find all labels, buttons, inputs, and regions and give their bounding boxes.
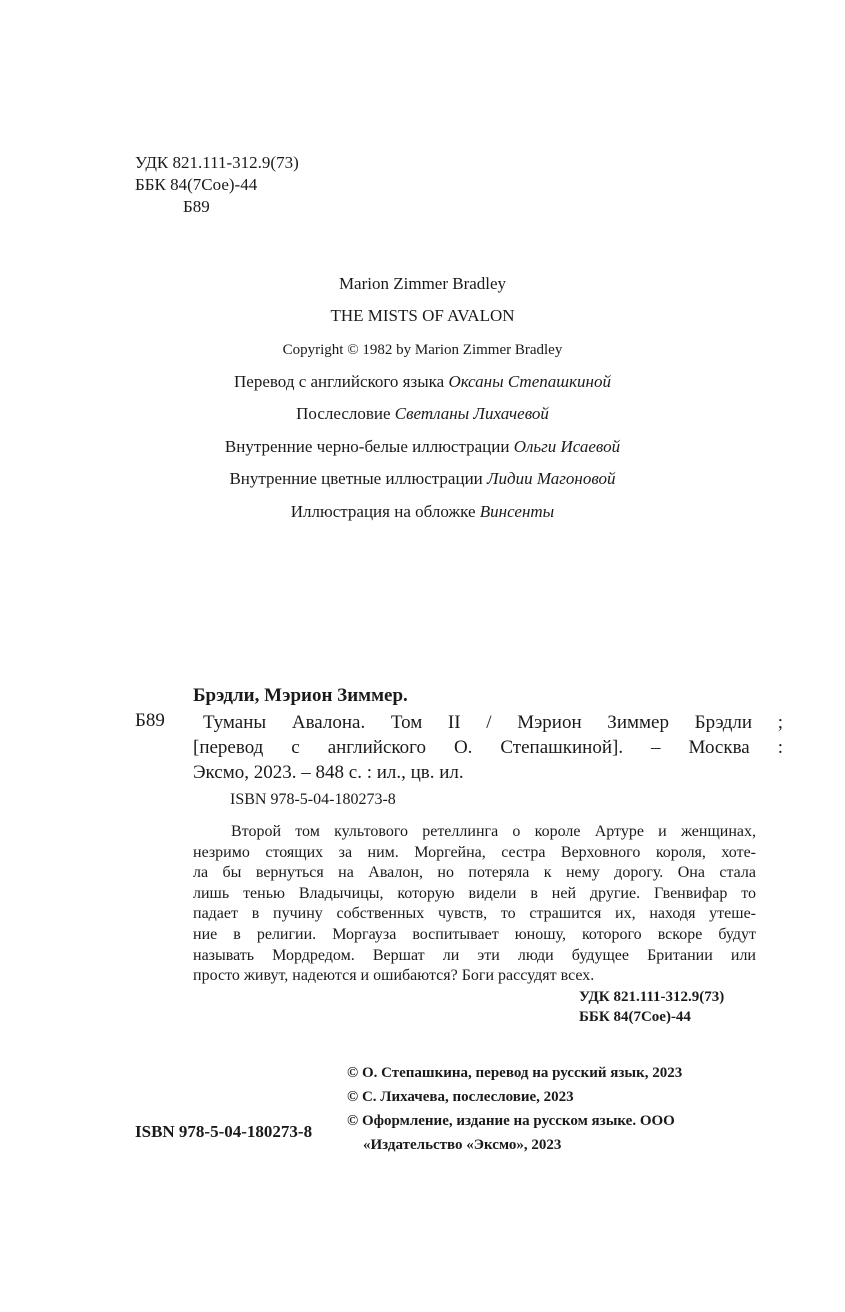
cover-artist: Винсенты xyxy=(479,502,555,521)
card-line-2: [перевод с английского О. Степашкиной]. – Москва : xyxy=(193,737,783,758)
cover-credit xyxy=(0,502,845,522)
card-code: Б89 xyxy=(135,710,165,731)
annotation-line: называть Мордредом. Вершат ли эти люди будущее Британии или xyxy=(193,946,756,964)
bottom-classification-codes xyxy=(579,987,724,1027)
color-illustrations-label: Внутренние цветные иллюстрации xyxy=(229,469,483,488)
bw-illustrator: Ольги Исаевой xyxy=(513,437,621,456)
annotation-line: просто живут, надеются и ошибаются? Боги рассудят всех. xyxy=(193,967,595,985)
translation-credit xyxy=(0,372,845,392)
copyright-notice: «Издательство «Эксмо», 2023 xyxy=(363,1137,562,1153)
afterword-author: Светланы Лихачевой xyxy=(394,404,549,423)
bw-illustrations-label: Внутренние черно-белые иллюстрации xyxy=(224,437,510,456)
color-illustrations-credit xyxy=(0,469,845,489)
copyright-notice: © О. Степашкина, перевод на русский язык, 2023 xyxy=(347,1065,683,1081)
isbn-bottom: ISBN 978-5-04-180273-8 xyxy=(135,1122,313,1141)
bottom-udk-code: УДК 821.111-312.9(73) xyxy=(579,989,725,1005)
card-line-1: Туманы Авалона. Том II / Мэрион Зиммер Брэдли ; xyxy=(203,712,783,733)
annotation-line: незримо стоящих за ним. Моргейна, сестра Верховного короля, хоте- xyxy=(193,843,756,861)
udk-code: УДК 821.111-312.9(73) xyxy=(135,153,299,172)
copyright-notices xyxy=(347,1061,682,1157)
bottom-bbk-code: ББК 84(7Сое)-44 xyxy=(579,1009,691,1025)
copyright-line: Copyright © 1982 by Marion Zimmer Bradley xyxy=(282,342,563,358)
author-en: Marion Zimmer Bradley xyxy=(338,274,507,293)
card-description xyxy=(193,710,783,785)
author-code: Б89 xyxy=(183,197,210,216)
afterword-label: Послесловие xyxy=(296,404,391,423)
annotation-line: лишь тенью Владычицы, которую видели в ней другие. Гвенвифар то xyxy=(193,884,756,902)
translator-name: Оксаны Степашкиной xyxy=(448,372,611,391)
color-illustrator: Лидии Магоновой xyxy=(487,469,616,488)
card-line-3: Эксмо, 2023. – 848 с. : ил., цв. ил. xyxy=(193,762,464,783)
title-en: THE MISTS OF AVALON xyxy=(330,306,515,325)
copyright-notice: © С. Лихачева, послесловие, 2023 xyxy=(347,1089,574,1105)
cover-label: Иллюстрация на обложке xyxy=(290,502,476,521)
annotation xyxy=(193,822,756,987)
copyright-notice: © Оформление, издание на русском языке. ООО xyxy=(347,1113,675,1129)
annotation-line: ла бы вернуться на Авалон, но потеряла к нему дорогу. Она стала xyxy=(193,864,756,882)
translation-label: Перевод с английского языка xyxy=(234,372,445,391)
annotation-line: Второй том культового ретеллинга о короле Артуре и женщинах, xyxy=(231,823,756,840)
afterword-credit xyxy=(0,404,845,424)
card-author: Брэдли, Мэрион Зиммер. xyxy=(193,685,408,706)
bbk-code: ББК 84(7Сое)-44 xyxy=(135,175,258,194)
annotation-line: падает в пучину собственных чувств, то страшится их, находя утеше- xyxy=(193,905,756,923)
bw-illustrations-credit xyxy=(0,437,845,457)
card-isbn: ISBN 978-5-04-180273-8 xyxy=(230,791,396,808)
annotation-line: ние в религии. Моргауза воспитывает юношу, которого вскоре будут xyxy=(193,925,756,943)
top-classification-codes xyxy=(135,152,299,218)
